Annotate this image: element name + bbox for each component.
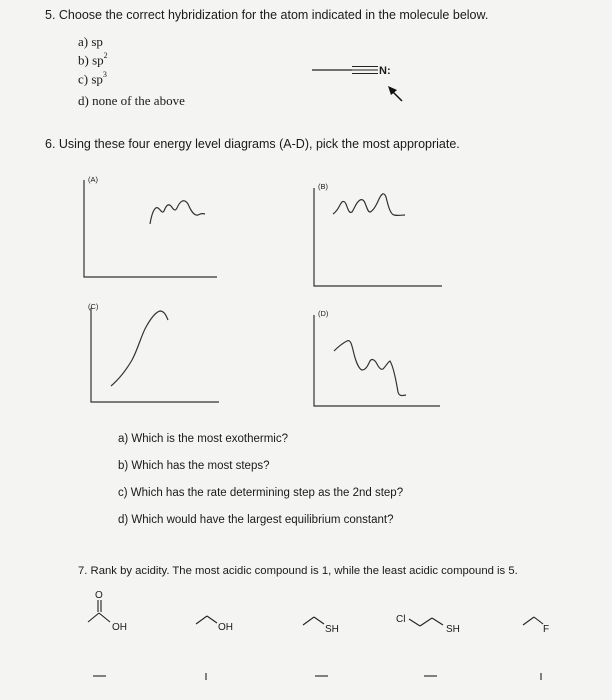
q5-option-a-text: a) sp — [78, 34, 103, 49]
compound-fluoroethane — [523, 617, 543, 625]
chloroethanethiol-bond-3 — [432, 618, 443, 625]
q5-option-c-superscript: 3 — [102, 70, 107, 79]
ethanethiol-sh-label: SH — [325, 624, 339, 635]
chloroethanethiol-sh-label: SH — [446, 624, 460, 635]
chloroethanethiol-bond-2 — [420, 618, 432, 626]
question-5-title: 5. Choose the correct hybridization for the atom indicated in the molecule below. — [45, 8, 489, 22]
q6-subquestion-d: d) Which would have the largest equilibrium constant? — [118, 514, 394, 526]
q5-nitrogen-label: N: — [379, 65, 391, 77]
question-7-title: 7. Rank by acidity. The most acidic compound is 1, while the least acidic compound is 5. — [78, 565, 518, 577]
question-6-title: 6. Using these four energy level diagrams (A-D), pick the most appropriate. — [45, 137, 460, 151]
chloroethanethiol-cl-label: Cl — [396, 614, 406, 625]
chloroethanethiol-bond-1 — [409, 619, 420, 626]
q5-option-d-text: d) none of the above — [78, 93, 185, 108]
acetic-acid-c-oh-bond — [99, 613, 110, 622]
acetic-acid-methyl-bond — [88, 613, 99, 622]
q7-answer-blanks — [93, 673, 541, 680]
compound-acetic-acid — [88, 600, 110, 622]
diagram-a-label: (A) — [88, 175, 98, 184]
compound-ethanethiol — [303, 617, 324, 625]
diagram-b-label: (B) — [318, 182, 328, 191]
q6-subquestion-a: a) Which is the most exothermic? — [118, 433, 289, 445]
ethanol-bond-1 — [196, 616, 207, 624]
fluoroethane-bond-1 — [523, 617, 534, 625]
ethanethiol-bond-2 — [314, 617, 324, 624]
q6-subquestion-b: b) Which has the most steps? — [118, 460, 270, 472]
ethanol-oh-label: OH — [218, 622, 233, 633]
fluoroethane-bond-2 — [534, 617, 543, 624]
diagram-c-label: (C) — [88, 302, 99, 311]
ethanethiol-bond-1 — [303, 617, 314, 625]
compound-ethanol — [196, 616, 217, 624]
q6-subquestion-c: c) Which has the rate determining step as the 2nd step? — [118, 487, 404, 499]
diagram-d-label: (D) — [318, 309, 329, 318]
compound-chloroethanethiol — [409, 618, 443, 626]
q5-option-b-text: b) sp — [78, 52, 104, 68]
fluoroethane-f-label: F — [543, 624, 550, 635]
acetic-acid-o-label: O — [95, 590, 103, 601]
q5-option-b-superscript: 2 — [103, 51, 108, 60]
acetic-acid-oh-label: OH — [112, 622, 127, 633]
q5-option-c-text: c) sp — [78, 71, 103, 87]
ethanol-bond-2 — [207, 616, 217, 623]
